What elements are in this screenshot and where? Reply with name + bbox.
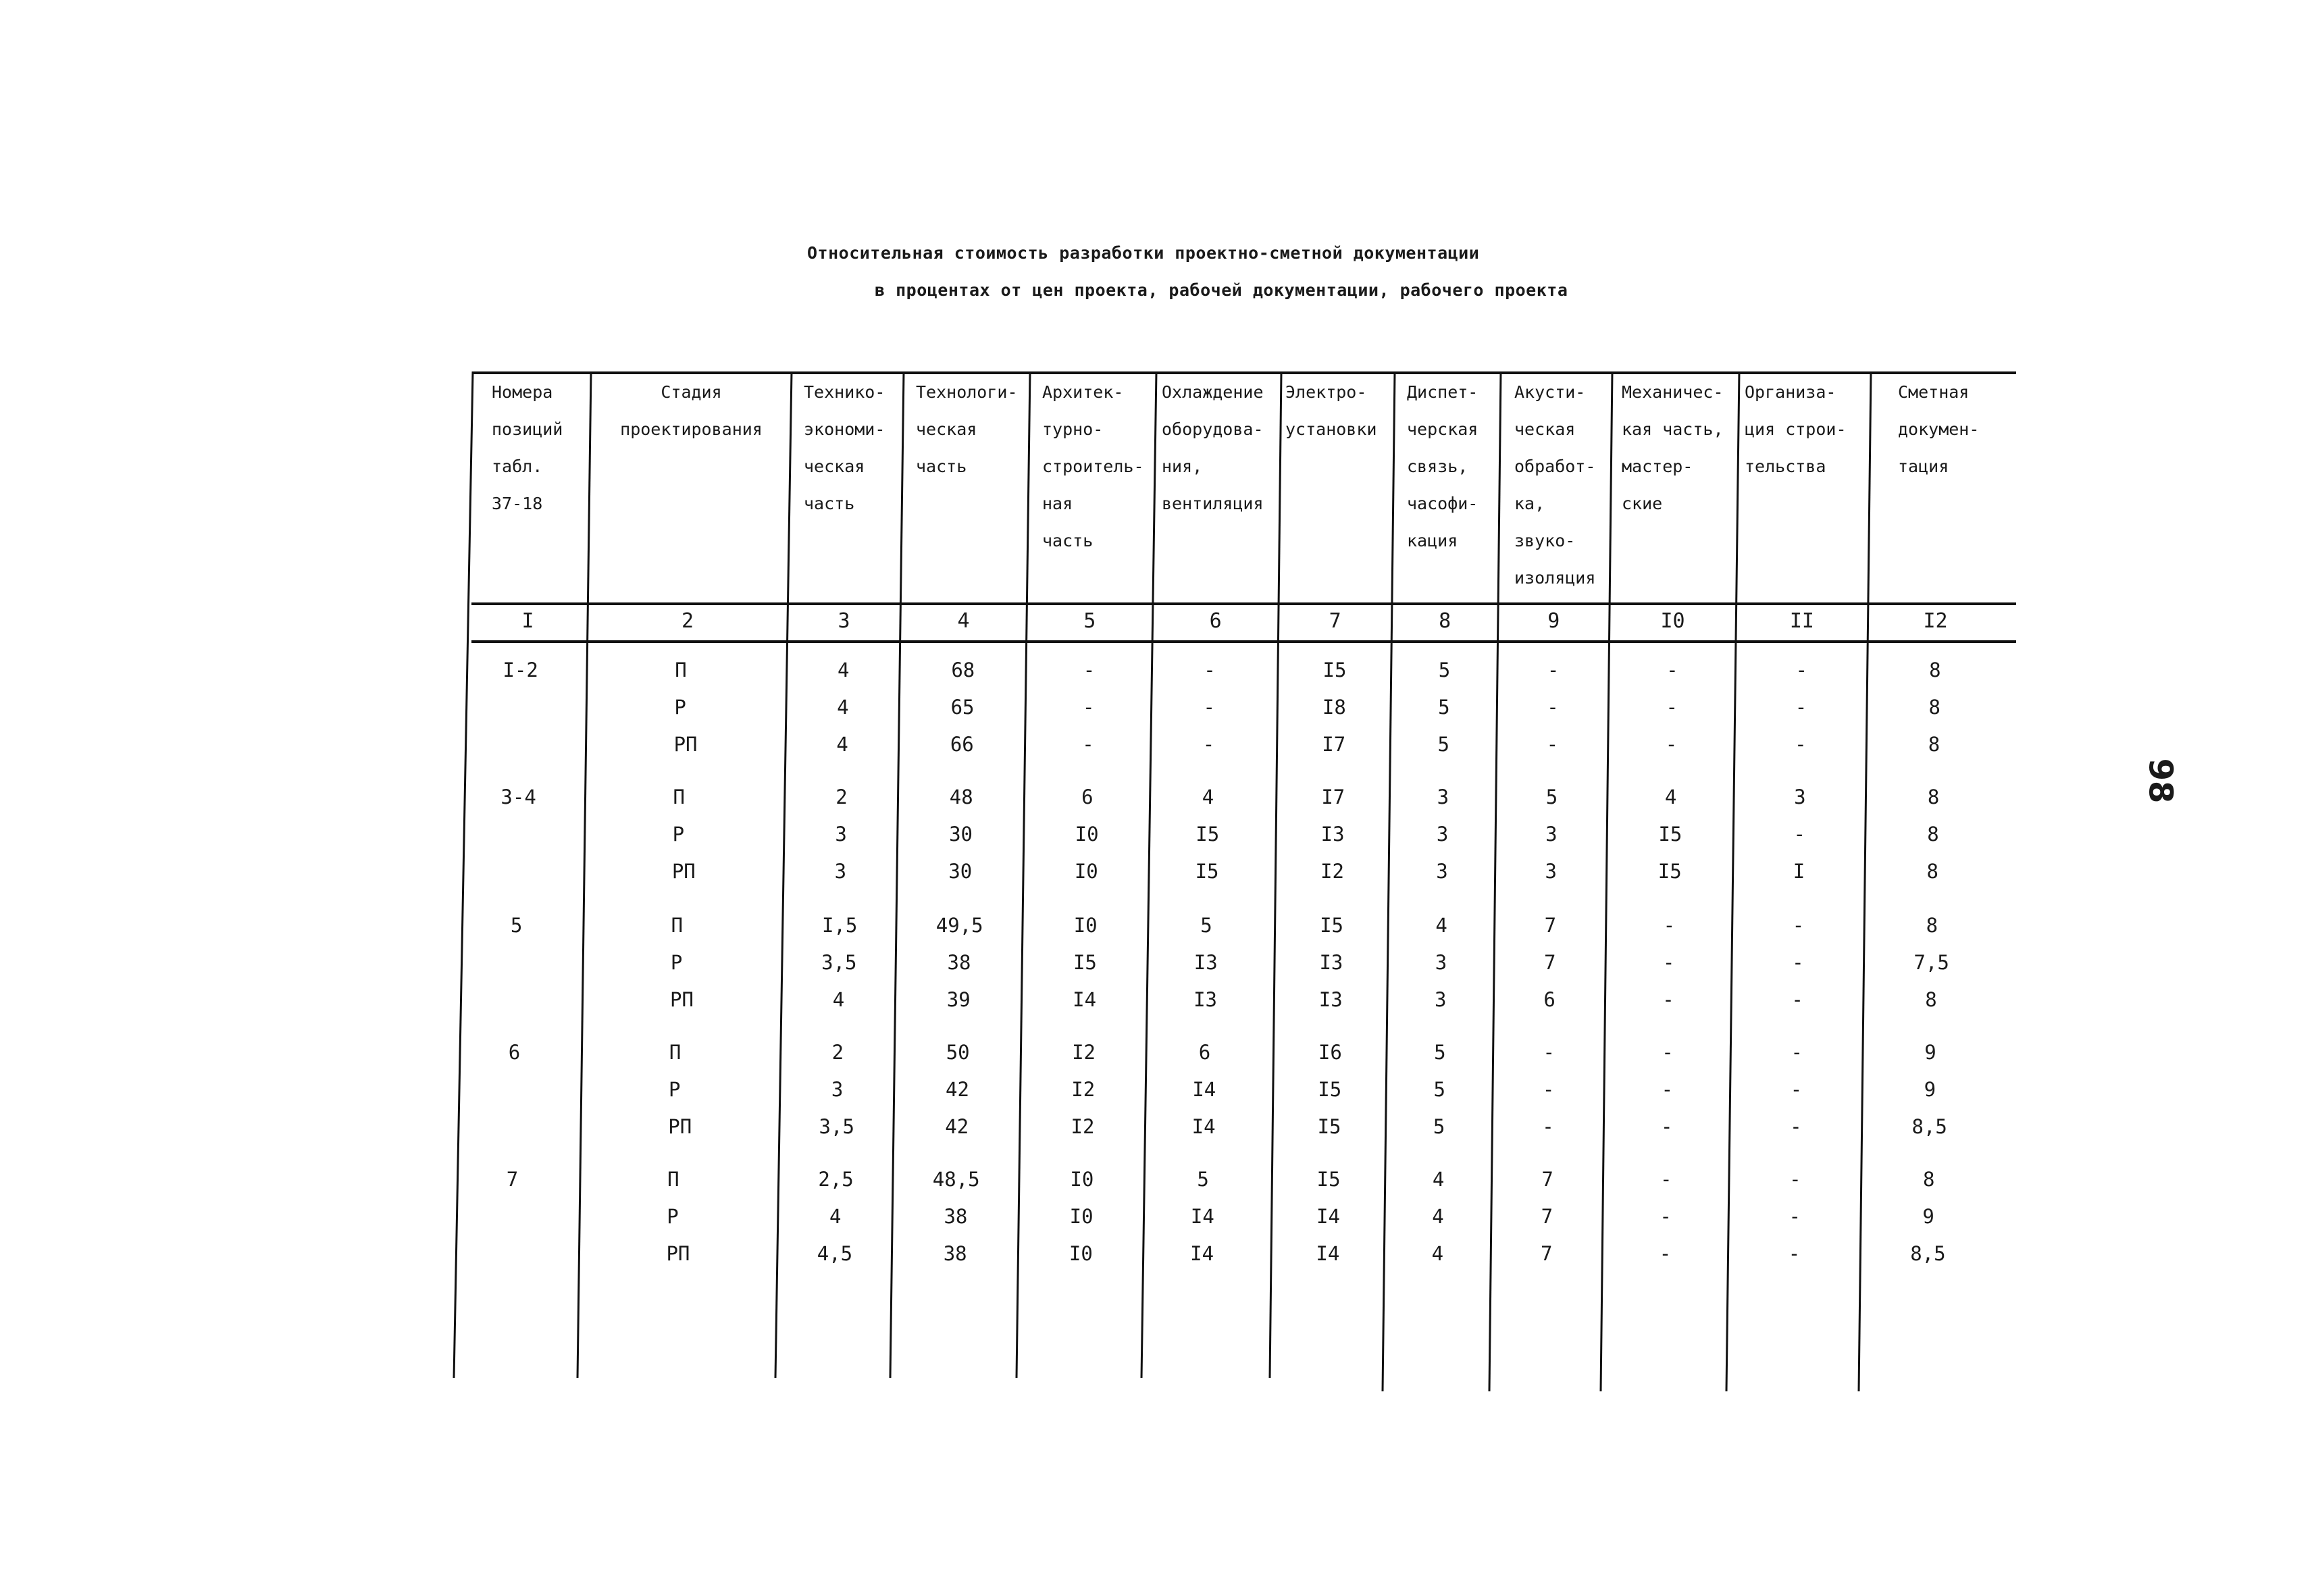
- table-cell: 4,5: [817, 1242, 853, 1265]
- column-number: 4: [957, 609, 970, 633]
- column-header: Технико- экономи- ческая часть: [804, 382, 885, 513]
- table-cell: 5: [1437, 733, 1449, 756]
- column-number: I: [521, 609, 534, 633]
- column-header: Номера позиций табл. 37-18: [492, 382, 563, 513]
- column-rule: [1017, 371, 1030, 1378]
- column-header: Электро- установки: [1285, 382, 1377, 439]
- column-number: I2: [1923, 609, 1948, 633]
- table-cell: I3: [1320, 823, 1345, 846]
- table-cell: 30: [949, 823, 973, 846]
- table-cell: I4: [1073, 988, 1097, 1011]
- table-cell: 5: [1434, 1041, 1446, 1064]
- column-rule: [1383, 371, 1395, 1391]
- table-cell: 4: [829, 1205, 842, 1228]
- table-cell: -: [1791, 988, 1803, 1011]
- stage-label: РП: [671, 860, 696, 883]
- table-cell: 4: [1202, 786, 1214, 808]
- table-cell: 65: [950, 696, 975, 719]
- table-cell: -: [1662, 951, 1675, 974]
- table-cell: 3,5: [821, 951, 857, 974]
- table-cell: 48: [949, 786, 973, 808]
- column-number: 8: [1439, 609, 1451, 633]
- table-cell: 5: [1438, 659, 1451, 681]
- stage-label: РП: [666, 1242, 690, 1265]
- column-header: Сметная докумен- тация: [1898, 382, 1980, 476]
- table-cell: I5: [1657, 860, 1682, 883]
- table-cell: -: [1795, 696, 1807, 719]
- stage-label: П: [673, 786, 685, 808]
- table-cell: 8: [1923, 1168, 1935, 1191]
- table-cell: I5: [1320, 914, 1344, 937]
- table-cell: 2,5: [818, 1168, 854, 1191]
- table-cell: 7: [1541, 1205, 1553, 1228]
- table-cell: 4: [1431, 1242, 1444, 1265]
- table-cell: I5: [1073, 951, 1097, 974]
- table-cell: -: [1547, 659, 1560, 681]
- table-cell: 3: [1435, 951, 1447, 974]
- column-number: 3: [838, 609, 850, 633]
- table-cell: I3: [1193, 988, 1218, 1011]
- table-cell: I0: [1073, 914, 1098, 937]
- stage-label: РП: [670, 988, 694, 1011]
- column-rule: [577, 371, 591, 1378]
- table-cell: -: [1660, 1115, 1673, 1138]
- table-cell: 3,5: [819, 1115, 854, 1138]
- table-cell: 8: [1927, 786, 1940, 808]
- table-cell: 50: [946, 1041, 970, 1064]
- table-cell: I4: [1316, 1205, 1340, 1228]
- table-cell: I5: [1317, 1115, 1341, 1138]
- stage-label: РП: [673, 733, 698, 756]
- table-cell: 68: [951, 659, 975, 681]
- column-number: 5: [1083, 609, 1096, 633]
- table-cell: I4: [1190, 1205, 1214, 1228]
- stage-label: Р: [667, 1205, 679, 1228]
- table-cell: 8: [1927, 823, 1939, 846]
- table-cell: -: [1542, 1115, 1554, 1138]
- table-cell: -: [1660, 1205, 1672, 1228]
- table-cell: -: [1789, 1168, 1801, 1191]
- table-cell: -: [1083, 659, 1096, 681]
- stage-label: Р: [670, 951, 683, 974]
- column-number: 6: [1209, 609, 1222, 633]
- table-cell: 3: [1436, 860, 1448, 883]
- table-cell: 3: [1545, 823, 1558, 846]
- table-cell: -: [1795, 733, 1807, 756]
- table-cell: I5: [1318, 1078, 1342, 1101]
- table-cell: 3: [1436, 823, 1449, 846]
- table-cell: I0: [1070, 1168, 1094, 1191]
- column-rule: [1726, 371, 1739, 1391]
- table-cell: 8: [1929, 659, 1941, 681]
- table-cell: 4: [1432, 1168, 1445, 1191]
- table-cell: -: [1789, 1205, 1801, 1228]
- column-rule: [775, 371, 792, 1378]
- stage-label: П: [671, 914, 684, 937]
- table-cell: I0: [1069, 1205, 1094, 1228]
- page-number: 98: [2141, 758, 2180, 804]
- table-cell: 8,5: [1910, 1242, 1946, 1265]
- table-cell: 6: [1081, 786, 1094, 808]
- table-cell: 7: [1541, 1168, 1553, 1191]
- table-cell: 5: [1197, 1168, 1209, 1191]
- table-cell: I7: [1322, 733, 1346, 756]
- table-cell: 6: [1543, 988, 1555, 1011]
- table-cell: -: [1790, 1115, 1802, 1138]
- column-header: Охлаждение оборудова- ния, вентиляция: [1162, 382, 1264, 513]
- column-rule: [890, 371, 904, 1378]
- column-number: 9: [1547, 609, 1560, 633]
- table-cell: 5: [1433, 1115, 1445, 1138]
- table-cell: -: [1547, 696, 1559, 719]
- table-cell: 5: [1200, 914, 1212, 937]
- column-number: II: [1789, 609, 1814, 633]
- table-cell: I5: [1658, 823, 1682, 846]
- column-header: Технологи- ческая часть: [916, 382, 1018, 476]
- column-header: Диспет- черская связь, часофи- кация: [1407, 382, 1479, 550]
- table-cell: -: [1791, 1041, 1803, 1064]
- table-cell: I5: [1316, 1168, 1341, 1191]
- document-title-line-1: Относительная стоимость разработки проектно-сметной документации: [807, 243, 1480, 263]
- table-cell: 39: [946, 988, 971, 1011]
- table-cell: 5: [1433, 1078, 1445, 1101]
- table-cell: 5: [1545, 786, 1558, 808]
- document-title-line-2: в процентах от цен проекта, рабочей документации, рабочего проекта: [875, 280, 1568, 300]
- table-cell: 8: [1928, 733, 1940, 756]
- table-cell: 4: [1435, 914, 1447, 937]
- table-cell: 38: [947, 951, 971, 974]
- table-cell: -: [1543, 1041, 1555, 1064]
- table-cell: I5: [1195, 823, 1220, 846]
- table-cell: 4: [836, 733, 848, 756]
- table-cell: -: [1793, 823, 1805, 846]
- table-cell: I,5: [821, 914, 858, 937]
- table-cell: -: [1662, 1041, 1674, 1064]
- table-cell: 2: [831, 1041, 844, 1064]
- table-cell: 42: [945, 1115, 969, 1138]
- table-cell: 9: [1924, 1041, 1936, 1064]
- table-cell: 4: [837, 659, 850, 681]
- table-cell: 9: [1922, 1205, 1934, 1228]
- table-cell: -: [1792, 951, 1804, 974]
- table-cell: 38: [944, 1205, 968, 1228]
- table-cell: 5: [1438, 696, 1450, 719]
- stage-label: Р: [672, 823, 685, 846]
- table-cell: 3: [834, 860, 847, 883]
- table-cell: 6: [1198, 1041, 1211, 1064]
- table-cell: I2: [1072, 1041, 1096, 1064]
- table-cell: -: [1666, 696, 1678, 719]
- table-cell: 8: [1926, 860, 1938, 883]
- table-cell: -: [1202, 733, 1215, 756]
- column-rule: [1601, 371, 1612, 1391]
- table-cell: 7: [1544, 914, 1557, 937]
- table-cell: -: [1790, 1078, 1803, 1101]
- stage-label: РП: [668, 1115, 692, 1138]
- table-cell: 2: [835, 786, 848, 808]
- table-cell: I4: [1192, 1078, 1216, 1101]
- table-cell: 3: [835, 823, 847, 846]
- table-cell: -: [1546, 733, 1559, 756]
- position-label: 5: [510, 914, 523, 937]
- table-cell: 42: [945, 1078, 969, 1101]
- stage-label: П: [675, 659, 687, 681]
- column-header: Акусти- ческая обработ- ка, звуко- изоляция: [1514, 382, 1596, 588]
- column-number: 7: [1329, 609, 1341, 633]
- column-header: Организа- ция строи- тельства: [1745, 382, 1847, 476]
- table-cell: I2: [1071, 1115, 1095, 1138]
- table-cell: -: [1542, 1078, 1555, 1101]
- table-cell: 3: [1794, 786, 1806, 808]
- table-cell: -: [1660, 1168, 1672, 1191]
- table-cell: 48,5: [932, 1168, 980, 1191]
- table-cell: 30: [948, 860, 973, 883]
- column-rule: [1489, 371, 1501, 1391]
- column-number: 2: [682, 609, 694, 633]
- table-cell: 3: [1435, 988, 1447, 1011]
- position-label: 3-4: [500, 786, 536, 808]
- table-cell: 66: [950, 733, 974, 756]
- column-header: Архитек- турно- строитель- ная часть: [1042, 382, 1144, 550]
- table-cell: 3: [1545, 860, 1557, 883]
- table-cell: I: [1793, 860, 1805, 883]
- table-cell: 4: [1664, 786, 1677, 808]
- table-cell: I4: [1191, 1115, 1216, 1138]
- stage-label: Р: [669, 1078, 681, 1101]
- table-cell: I0: [1075, 823, 1099, 846]
- table-cell: I0: [1074, 860, 1098, 883]
- table-cell: -: [1083, 696, 1095, 719]
- table-cell: 8,5: [1911, 1115, 1947, 1138]
- table-cell: -: [1659, 1242, 1672, 1265]
- position-label: 7: [506, 1168, 519, 1191]
- table-cell: I2: [1071, 1078, 1096, 1101]
- stage-label: П: [667, 1168, 679, 1191]
- position-label: 6: [508, 1041, 521, 1064]
- table-cell: I4: [1190, 1242, 1214, 1265]
- table-cell: 8: [1928, 696, 1940, 719]
- table-cell: -: [1665, 733, 1678, 756]
- table-cell: -: [1663, 914, 1676, 937]
- stage-label: П: [669, 1041, 682, 1064]
- table-cell: 8: [1926, 914, 1938, 937]
- table-cell: 7: [1543, 951, 1556, 974]
- table-cell: I5: [1322, 659, 1347, 681]
- column-rule: [1859, 371, 1871, 1391]
- table-cell: 38: [943, 1242, 967, 1265]
- table-cell: -: [1203, 696, 1215, 719]
- column-header: Стадия проектирования: [620, 382, 763, 439]
- table-cell: I8: [1322, 696, 1346, 719]
- table-cell: I4: [1316, 1242, 1340, 1265]
- table-cell: I3: [1319, 951, 1343, 974]
- table-cell: -: [1082, 733, 1094, 756]
- table-cell: 7: [1541, 1242, 1553, 1265]
- table-cell: 4: [832, 988, 845, 1011]
- table-cell: -: [1204, 659, 1216, 681]
- table-cell: -: [1792, 914, 1805, 937]
- table-cell: I3: [1318, 988, 1343, 1011]
- table-cell: I7: [1321, 786, 1345, 808]
- table-cell: 8: [1925, 988, 1937, 1011]
- table-cell: I2: [1320, 860, 1344, 883]
- table-cell: -: [1788, 1242, 1801, 1265]
- table-cell: -: [1661, 1078, 1674, 1101]
- column-rule: [1270, 371, 1281, 1378]
- table-cell: 49,5: [935, 914, 983, 937]
- table-cell: I0: [1069, 1242, 1093, 1265]
- table-cell: 7,5: [1913, 951, 1949, 974]
- stage-label: Р: [674, 696, 686, 719]
- table-cell: I5: [1195, 860, 1219, 883]
- column-header: Механичес- кая часть, мастер- ские: [1622, 382, 1724, 513]
- table-cell: -: [1795, 659, 1807, 681]
- table-cell: 3: [831, 1078, 844, 1101]
- table-cell: 4: [1432, 1205, 1444, 1228]
- table-cell: -: [1662, 988, 1674, 1011]
- column-number: I0: [1660, 609, 1685, 633]
- table-cell: 3: [1437, 786, 1449, 808]
- table-cell: 9: [1924, 1078, 1936, 1101]
- column-rule: [454, 371, 473, 1378]
- table-cell: I6: [1318, 1041, 1342, 1064]
- position-label: I-2: [503, 659, 538, 681]
- table-cell: 4: [837, 696, 849, 719]
- table-cell: -: [1666, 659, 1678, 681]
- table-cell: I3: [1193, 951, 1218, 974]
